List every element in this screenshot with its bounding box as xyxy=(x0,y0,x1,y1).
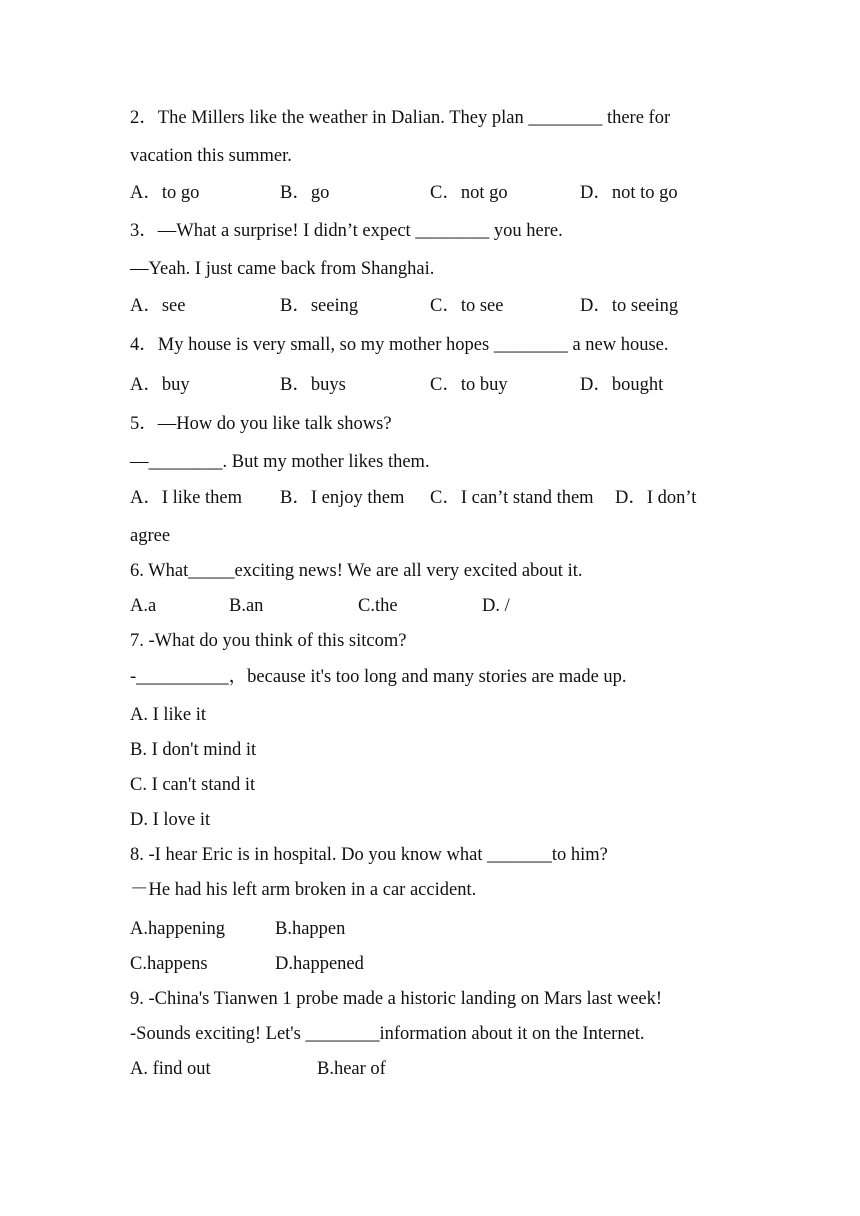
option-c: C.the xyxy=(358,596,398,616)
option-b: B．seeing xyxy=(280,296,359,316)
option-a: A．see xyxy=(130,296,186,316)
option-b: B．go xyxy=(280,183,330,203)
question-7-line-1 xyxy=(130,632,406,651)
question-9-line-2: -Sounds exciting! Let's ________information about it on the Internet. xyxy=(130,1024,645,1044)
option-c: C．not go xyxy=(430,183,508,203)
option-b: B.hear of xyxy=(317,1059,386,1079)
option-b: B.an xyxy=(229,596,264,616)
question-3-line-1 xyxy=(130,222,563,241)
option-a: A．to go xyxy=(130,183,200,203)
option-b: B.happen xyxy=(275,919,346,939)
question-5-line-1 xyxy=(130,415,392,434)
question-5-line-2: —________. But my mother likes them. xyxy=(130,452,430,472)
question-8-line-2: －He had his left arm broken in a car accident. xyxy=(130,880,477,900)
question-stem: -What do you think of this sitcom? xyxy=(148,631,407,651)
question-8-line-1 xyxy=(130,846,608,865)
option-a: A．buy xyxy=(130,375,190,395)
question-2-line-1 xyxy=(130,109,670,128)
question-7-line-2: -__________，because it's too long and many stories are made up. xyxy=(130,667,627,687)
option-d: D．I don’t xyxy=(615,488,697,508)
option-b: B. I don't mind it xyxy=(130,740,257,760)
option-d: D．to seeing xyxy=(580,296,679,316)
option-c: C．to see xyxy=(430,296,504,316)
question-number: 4． xyxy=(130,335,158,355)
option-c: C.happens xyxy=(130,954,208,974)
option-a: A. find out xyxy=(130,1059,211,1079)
option-d: D.happened xyxy=(275,954,364,974)
question-4-line-1 xyxy=(130,336,669,355)
option-b: B．buys xyxy=(280,375,346,395)
question-2-line-2: vacation this summer. xyxy=(130,146,292,166)
option-a: A. I like it xyxy=(130,705,207,725)
option-a: A.a xyxy=(130,596,157,616)
option-d: D．not to go xyxy=(580,183,678,203)
option-d: D．bought xyxy=(580,375,664,395)
option-b: B．I enjoy them xyxy=(280,488,405,508)
option-d: D. I love it xyxy=(130,810,211,830)
question-number: 8. xyxy=(130,845,144,865)
option-d: D. / xyxy=(482,596,510,616)
question-number: 6. xyxy=(130,561,144,581)
question-9-line-1 xyxy=(130,990,662,1009)
question-stem: —How do you like talk shows? xyxy=(157,414,392,434)
option-d-continued: agree xyxy=(130,526,171,546)
option-c: C. I can't stand it xyxy=(130,775,256,795)
question-stem: —What a surprise! I didn’t expect ________ you here. xyxy=(157,221,563,241)
question-number: 9. xyxy=(130,989,144,1009)
option-a: A．I like them xyxy=(130,488,243,508)
question-number: 7. xyxy=(130,631,144,651)
question-3-line-2: —Yeah. I just came back from Shanghai. xyxy=(130,259,435,279)
question-stem: -I hear Eric is in hospital. Do you know what _______to him? xyxy=(148,845,608,865)
question-stem: What_____exciting news! We are all very excited about it. xyxy=(148,561,583,581)
option-a: A.happening xyxy=(130,919,226,939)
question-6-line-1 xyxy=(130,562,582,581)
question-stem: -China's Tianwen 1 probe made a historic landing on Mars last week! xyxy=(148,989,663,1009)
question-number: 2． xyxy=(130,108,158,128)
question-stem: The Millers like the weather in Dalian. They plan ________ there for xyxy=(157,108,671,128)
option-c: C．to buy xyxy=(430,375,508,395)
question-number: 3． xyxy=(130,221,158,241)
option-c: C．I can’t stand them xyxy=(430,488,594,508)
question-number: 5． xyxy=(130,414,158,434)
question-stem: My house is very small, so my mother hopes ________ a new house. xyxy=(157,335,669,355)
